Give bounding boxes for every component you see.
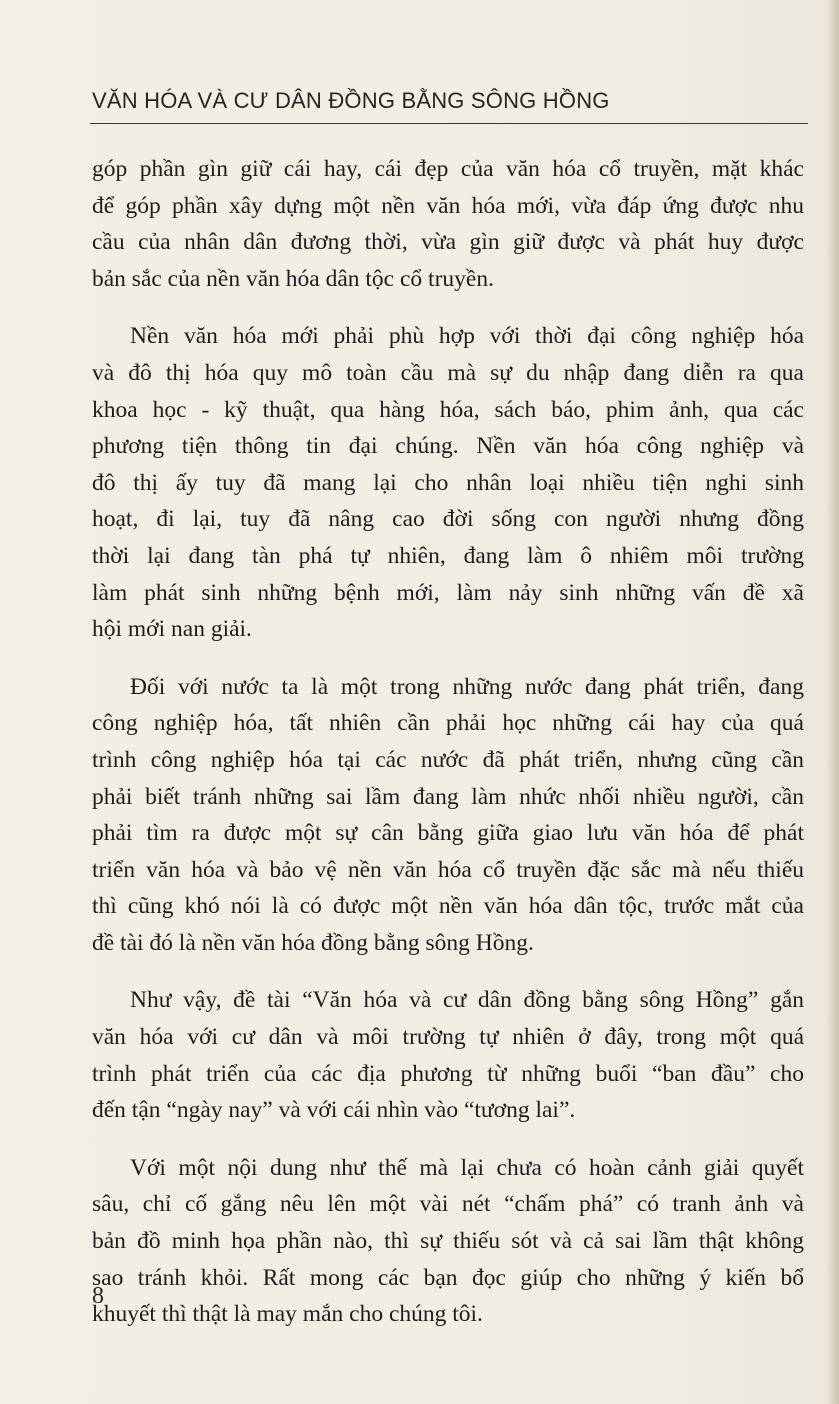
text-line: công nghiệp hóa, tất nhiên cần phải học những cái hay của quá — [92, 710, 804, 737]
text-line: góp phần gìn giữ cái hay, cái đẹp của văn hóa cổ truyền, mặt khác — [92, 156, 804, 182]
running-title: VĂN HÓA VÀ CƯ DÂN ĐỒNG BẰNG SÔNG HỒNG — [92, 88, 610, 113]
text-line: thời lại đang tàn phá tự nhiên, đang làm ô nhiêm môi trường — [92, 542, 804, 569]
text-line: khuyết thì thật là may mắn cho chúng tôi. — [92, 1301, 483, 1328]
text-line: để góp phần xây dựng một nền văn hóa mới, vừa đáp ứng được nhu — [92, 192, 804, 219]
text-line: bản sắc của nền văn hóa dân tộc cổ truyền. — [92, 265, 494, 292]
paragraph-5 — [92, 1150, 804, 1333]
text-line: văn hóa với cư dân và môi trường tự nhiên ở đây, trong một quá — [92, 1024, 804, 1051]
text-line: làm phát sinh những bệnh mới, làm nảy sinh những vấn đề xã — [92, 579, 804, 606]
text-line: phải biết tránh những sai lầm đang làm nhức nhối nhiều người, cần — [92, 783, 804, 810]
text-line: đến tận “ngày nay” và với cái nhìn vào “tương lai”. — [92, 1097, 576, 1124]
text-line: Như vậy, đề tài “Văn hóa và cư dân đồng bằng sông Hồng” gắn — [130, 987, 804, 1014]
paragraph-1 — [92, 151, 804, 297]
text-line: Với một nội dung như thế mà lại chưa có hoàn cảnh giải quyết — [130, 1154, 804, 1181]
text-line: bản đồ minh họa phần nào, thì sự thiếu sót và cả sai lầm thật không — [92, 1228, 804, 1255]
paragraph-2 — [92, 318, 804, 647]
header-rule — [90, 123, 808, 124]
page-edge-shadow — [825, 0, 839, 1404]
text-line: phương tiện thông tin đại chúng. Nền văn hóa công nghiệp và — [92, 433, 804, 460]
text-line: triển văn hóa và bảo vệ nền văn hóa cổ truyền đặc sắc mà nếu thiếu — [92, 856, 804, 883]
text-line: hội mới nan giải. — [92, 616, 252, 643]
text-line: trình công nghiệp hóa tại các nước đã phát triển, nhưng cũng cần — [92, 746, 804, 773]
text-line: sâu, chỉ cố gắng nêu lên một vài nét “chấm phá” có tranh ảnh và — [92, 1191, 804, 1218]
text-line: phải tìm ra được một sự cân bằng giữa giao lưu văn hóa để phát — [92, 820, 804, 847]
paragraph-4 — [92, 982, 804, 1128]
text-line: và đô thị hóa quy mô toàn cầu mà sự du nhập đang diễn ra qua — [92, 359, 804, 386]
page-number: 8 — [92, 1283, 104, 1309]
text-line: Nền văn hóa mới phải phù hợp với thời đại công nghiệp hóa — [130, 323, 804, 350]
text-line: Đối với nước ta là một trong những nước đang phát triển, đang — [130, 673, 804, 700]
text-line: đô thị ấy tuy đã mang lại cho nhân loại nhiều tiện nghi sinh — [92, 469, 804, 496]
text-line: khoa học - kỹ thuật, qua hàng hóa, sách báo, phim ảnh, qua các — [92, 396, 804, 423]
text-line: sao tránh khỏi. Rất mong các bạn đọc giúp cho những ý kiến bổ — [92, 1264, 804, 1291]
body-text — [92, 151, 804, 1354]
text-line: thì cũng khó nói là có được một nền văn hóa dân tộc, trước mắt của — [92, 893, 804, 920]
text-line: cầu của nhân dân đương thời, vừa gìn giữ được và phát huy được — [92, 229, 804, 256]
text-line: đề tài đó là nền văn hóa đồng bằng sông Hồng. — [92, 929, 534, 956]
text-line: hoạt, đi lại, tuy đã nâng cao đời sống con người nhưng đồng — [92, 506, 804, 533]
paragraph-3 — [92, 669, 804, 962]
text-line: trình phát triển của các địa phương từ những buổi “ban đầu” cho — [92, 1060, 804, 1087]
